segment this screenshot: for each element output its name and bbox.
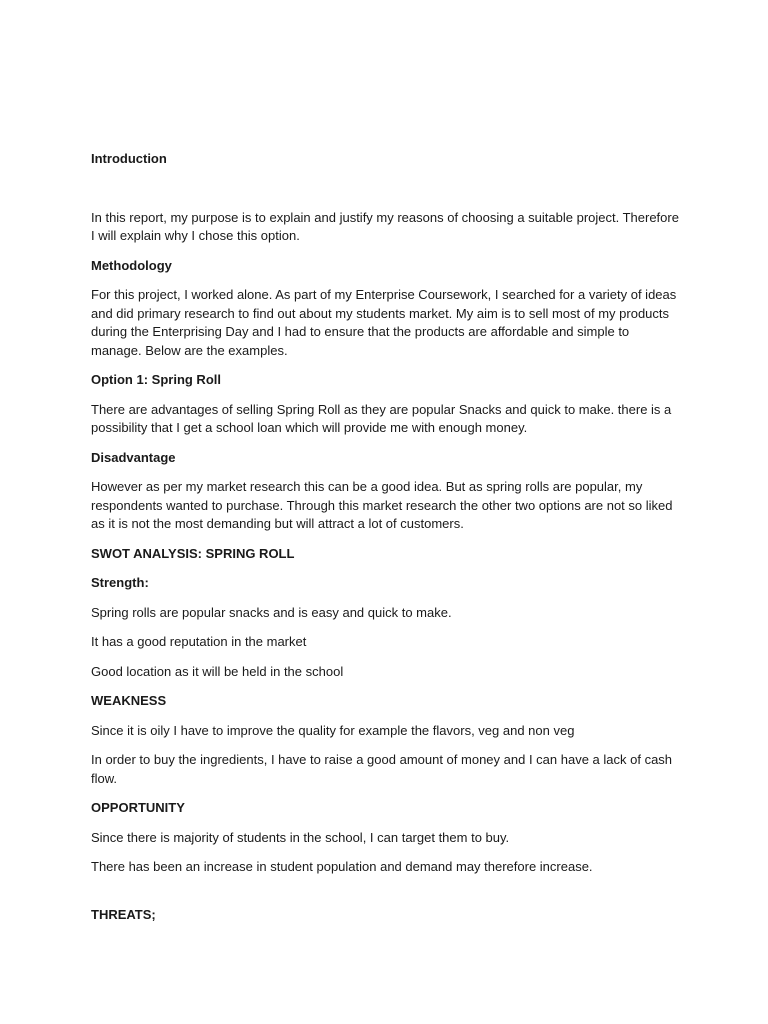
strength-item: Good location as it will be held in the school [91, 663, 344, 679]
disadvantage-heading: Disadvantage [91, 449, 176, 465]
strength-item: It has a good reputation in the market [91, 634, 307, 649]
option1-heading: Option 1: Spring Roll [91, 372, 221, 387]
opportunity-item: There has been an increase in student population and demand may therefore increase. [91, 859, 593, 874]
methodology-paragraph: For this project, I worked alone. As part of my Enterprise Coursework, I searched for a variety of ideas and did primary research to find out about my students market. My aim is to sell most of my products during the Enterprising Day and I had to ensure that the products are affordable and simple to manage. Below are the examples. [91, 287, 677, 358]
disadvantage-paragraph: However as per my market research this can be a good idea. But as spring rolls are popular, my respondents wanted to purchase. Through this market research the other two options are not so liked as it is not the most demanding but will attract a lot of customers. [91, 479, 673, 531]
methodology-heading: Methodology [91, 257, 172, 273]
weakness-item: In order to buy the ingredients, I have to raise a good amount of money and I can have a lack of cash flow. [91, 752, 673, 786]
weakness-item: Since it is oily I have to improve the quality for example the flavors, veg and non veg [91, 722, 575, 738]
strength-heading: Strength: [91, 575, 149, 590]
swot-heading: SWOT ANALYSIS: SPRING ROLL [91, 545, 295, 561]
document-page [91, 150, 681, 924]
opportunity-item: Since there is majority of students in the school, I can target them to buy. [91, 829, 510, 845]
introduction-heading: Introduction [91, 151, 167, 166]
introduction-paragraph: In this report, my purpose is to explain and justify my reasons of choosing a suitable project. Therefore I will explain why I chose this option. [91, 209, 679, 243]
option1-paragraph: There are advantages of selling Spring Roll as they are popular Snacks and quick to make. there is a possibility that I get a school loan which will provide me with enough money. [91, 401, 672, 435]
weakness-heading: WEAKNESS [91, 693, 167, 708]
strength-item: Spring rolls are popular snacks and is easy and quick to make. [91, 604, 452, 620]
opportunity-heading: OPPORTUNITY [91, 800, 185, 815]
threats-heading: THREATS; [91, 906, 156, 922]
